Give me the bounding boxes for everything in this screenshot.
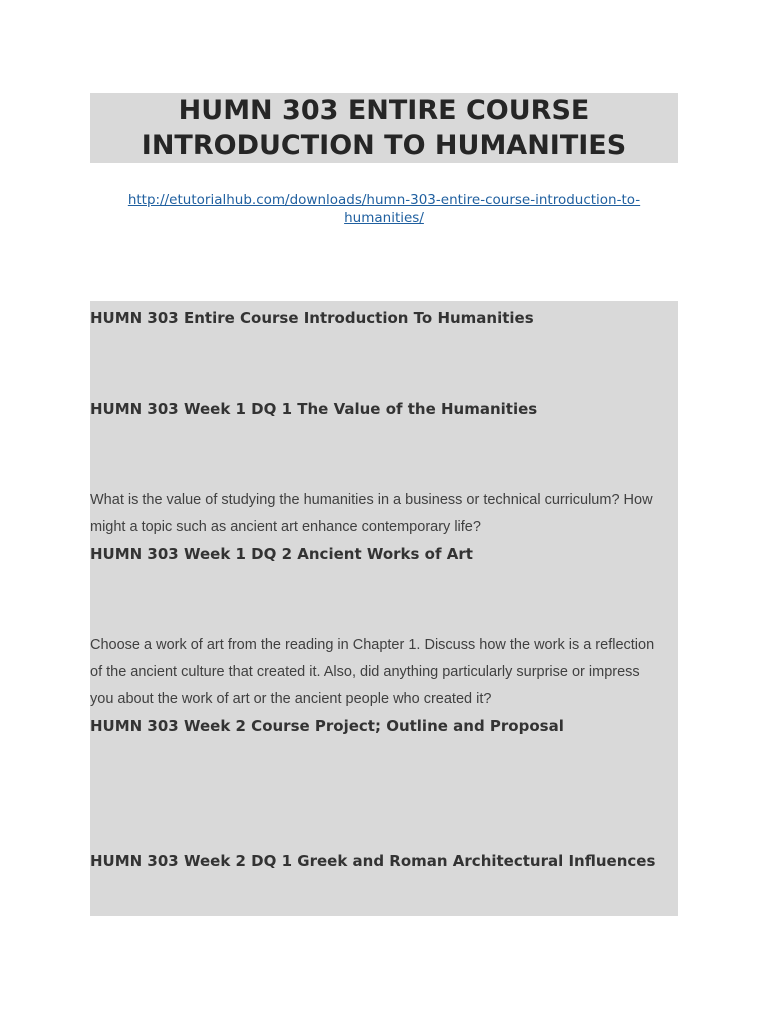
heading-week2-dq1: HUMN 303 Week 2 DQ 1 Greek and Roman Architectural Influences [90,852,656,870]
document-title [90,93,678,163]
paragraph-line: Choose a work of art from the reading in Chapter 1. Discuss how the work is a reflection [90,637,655,653]
course-download-link[interactable] [90,191,678,227]
title-line-2: INTRODUCTION TO HUMANITIES [141,130,627,161]
course-content-section [90,301,678,916]
link-line-2: humanities/ [344,210,424,226]
paragraph-line: you about the work of art or the ancient people who created it? [90,691,492,707]
heading-week1-dq1: HUMN 303 Week 1 DQ 1 The Value of the Humanities [90,400,538,418]
paragraph-line: What is the value of studying the humanities in a business or technical curriculum? How [90,492,653,508]
paragraph-line: of the ancient culture that created it. Also, did anything particularly surprise or impress [90,664,640,680]
paragraph-week1-dq2 [90,632,682,713]
title-line-1: HUMN 303 ENTIRE COURSE [178,95,590,126]
paragraph-line: might a topic such as ancient art enhance contemporary life? [90,519,481,535]
heading-entire-course: HUMN 303 Entire Course Introduction To Humanities [90,309,534,327]
heading-week1-dq2: HUMN 303 Week 1 DQ 2 Ancient Works of Art [90,545,473,563]
paragraph-week1-dq1 [90,487,682,541]
heading-week2-course-project: HUMN 303 Week 2 Course Project; Outline and Proposal [90,717,564,735]
link-line-1: http://etutorialhub.com/downloads/humn-303-entire-course-introduction-to- [127,192,641,208]
